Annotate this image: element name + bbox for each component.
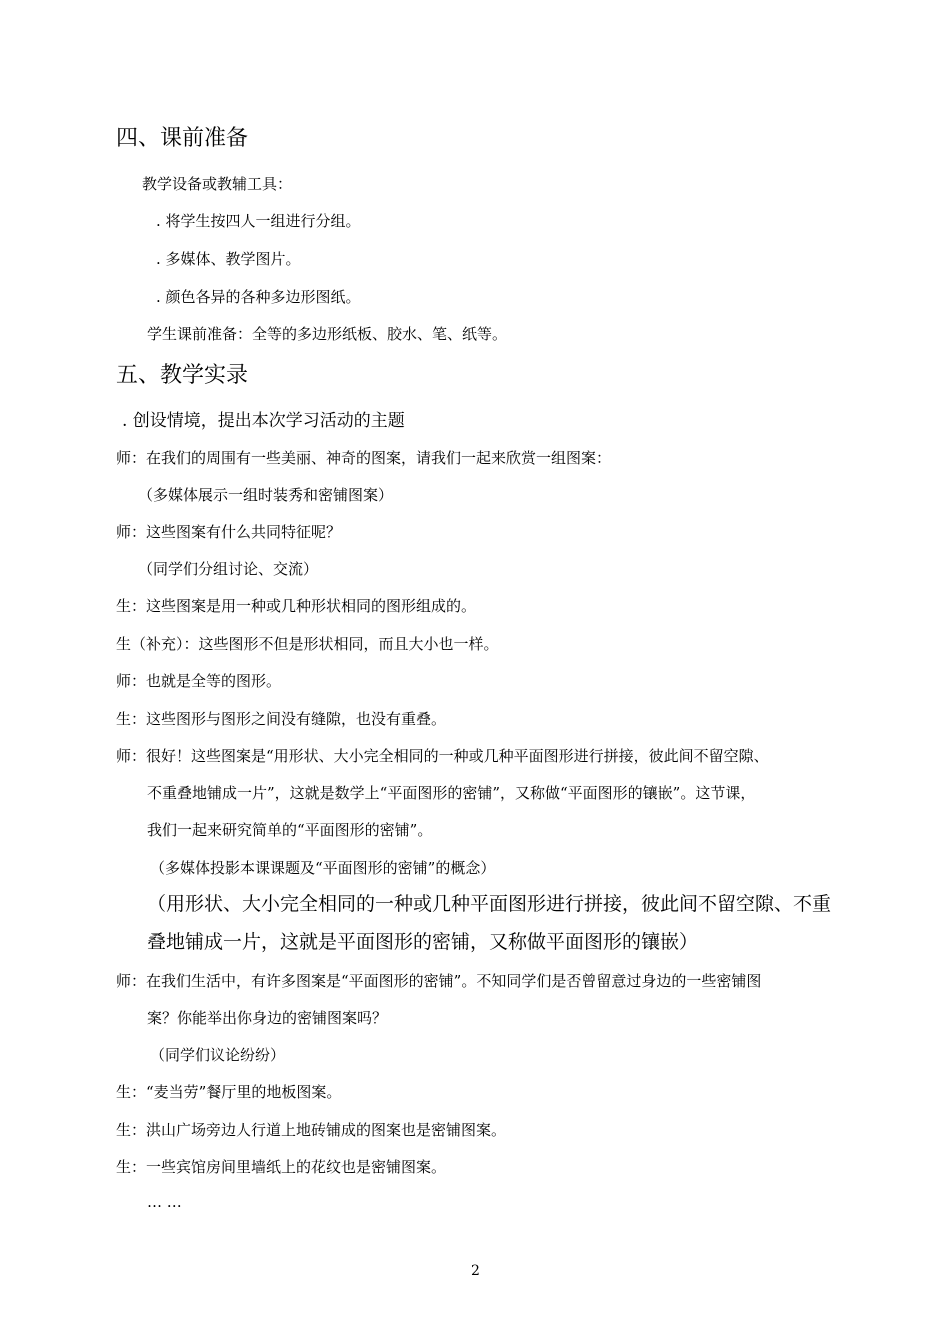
section4-heading: 四、课前准备 [116, 126, 249, 151]
dialogue-line: 师：在我们的周围有一些美丽、神奇的图案，请我们一起来欣赏一组图案： [116, 449, 612, 467]
page-number: 2 [471, 1263, 480, 1279]
dialogue-line: 师：这些图案有什么共同特征呢？ [116, 523, 342, 541]
dialogue-line: 生：这些图形与图形之间没有缝隙，也没有重叠。 [116, 710, 447, 728]
dialogue-line: 生：“麦当劳”餐厅里的地板图案。 [116, 1083, 342, 1101]
concept-line: （用形状、大小完全相同的一种或几种平面图形进行拼接，彼此间不留空隙、不重 [147, 893, 832, 915]
dialogue-line: 生（补充）：这些图形不但是形状相同，而且大小也一样。 [116, 635, 499, 653]
dialogue-line: 生：洪山广场旁边人行道上地砖铺成的图案也是密铺图案。 [116, 1121, 507, 1139]
dialogue-line: （同学们议论纷纷） [150, 1046, 286, 1064]
ellipsis: … … [147, 1193, 182, 1211]
dialogue-line: （多媒体投影本课课题及“平面图形的密铺”的概念） [150, 859, 496, 877]
dialogue-line: 师：在我们生活中，有许多图案是“平面图形的密铺”。不知同学们是否曾留意过身边的一些密铺图 [116, 972, 762, 990]
concept-line: 叠地铺成一片，这就是平面图形的密铺，又称做平面图形的镶嵌） [147, 931, 699, 953]
dialogue-line: （同学们分组讨论、交流） [138, 560, 319, 578]
section5-heading: 五、教学实录 [116, 363, 249, 388]
dialogue-line: 不重叠地铺成一片”，这就是数学上“平面图形的密铺”，又称做“平面图形的镶嵌”。这节课， [147, 784, 756, 802]
dialogue-line: （多媒体展示一组时装秀和密铺图案） [138, 486, 394, 504]
dialogue-line: 生：这些图案是用一种或几种形状相同的图形组成的。 [116, 597, 477, 615]
subsection-title: . 创设情境，提出本次学习活动的主题 [122, 411, 405, 431]
dialogue-line: 师：很好！这些图案是“用形状、大小完全相同的一种或几种平面图形进行拼接，彼此间不留空隙、 [116, 747, 769, 765]
prep-item: . 多媒体、教学图片。 [156, 250, 301, 268]
dialogue-line: 师：也就是全等的图形。 [116, 672, 282, 690]
prep-item: . 将学生按四人一组进行分组。 [156, 212, 361, 230]
dialogue-line: 我们一起来研究简单的“平面图形的密铺”。 [147, 821, 433, 839]
dialogue-line: 案？你能举出你身边的密铺图案吗？ [147, 1009, 388, 1027]
student-prep: 学生课前准备：全等的多边形纸板、胶水、笔、纸等。 [147, 325, 508, 343]
prep-item: . 颜色各异的各种多边形图纸。 [156, 288, 361, 306]
equipment-intro: 教学设备或教辅工具： [142, 175, 293, 193]
dialogue-line: 生：一些宾馆房间里墙纸上的花纹也是密铺图案。 [116, 1158, 447, 1176]
